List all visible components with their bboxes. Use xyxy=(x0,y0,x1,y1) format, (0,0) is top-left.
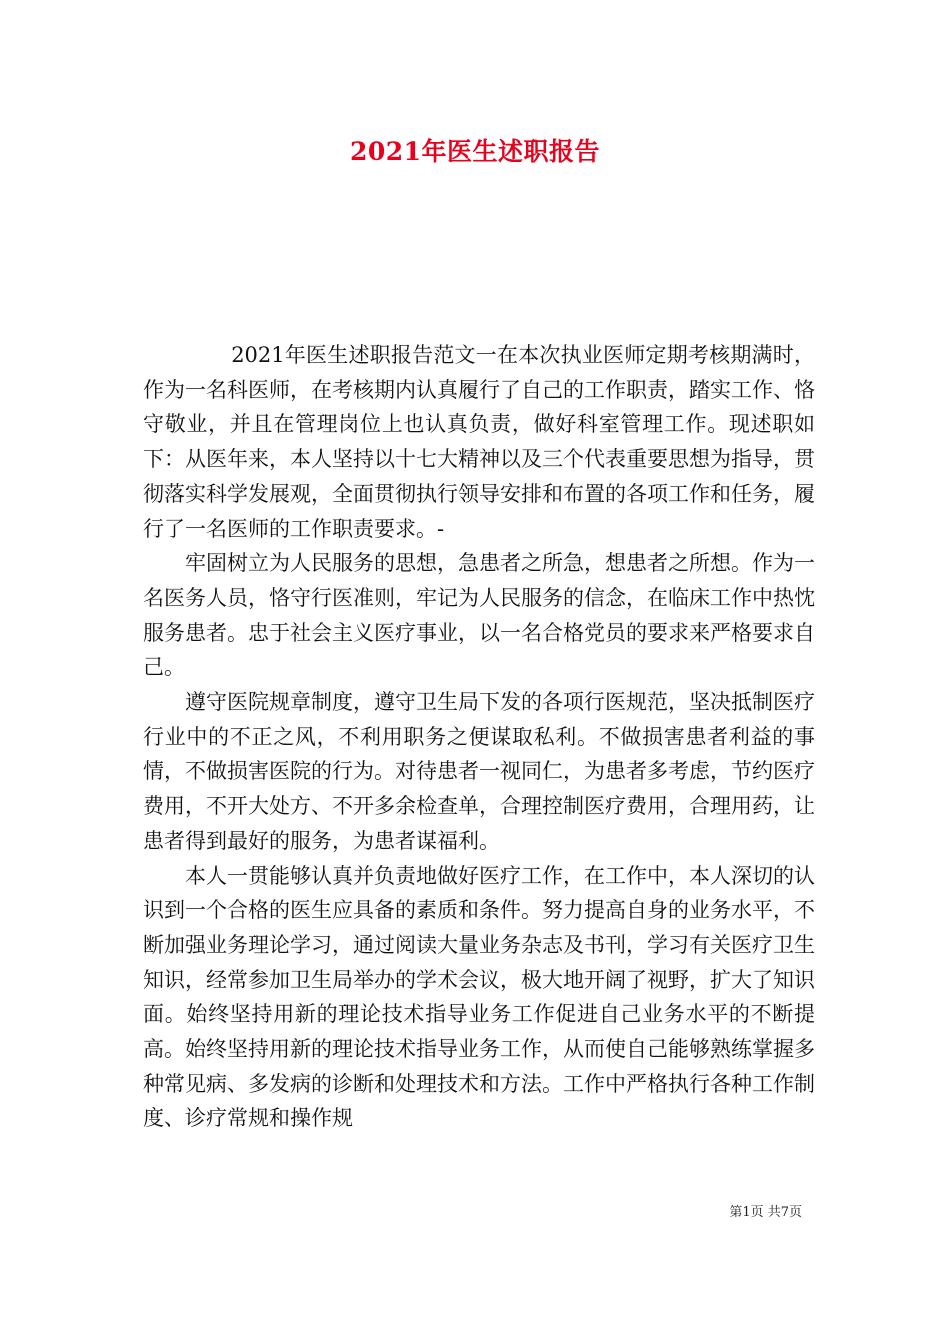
paragraph-3: 遵守医院规章制度，遵守卫生局下发的各项行医规范，坚决抵制医疗行业中的不正之风，不利用职务之便谋取私利。不做损害患者利益的事情，不做损害医院的行为。对待患者一视同仁，为患者多考虑，节约医疗费用，不开大处方、不开多余检查单，合理控制医疗费用，合理用药，让患者得到最好的服务，为患者谋福利。 xyxy=(143,690,815,853)
document-body xyxy=(143,338,815,1136)
page-number: 第1页 共7页 xyxy=(729,1205,802,1220)
paragraph-4: 本人一贯能够认真并负责地做好医疗工作，在工作中，本人深切的认识到一个合格的医生应具备的素质和条件。努力提高自身的业务水平，不断加强业务理论学习，通过阅读大量业务杂志及书刊，学习有关医疗卫生知识，经常参加卫生局举办的学术会议，极大地开阔了视野，扩大了知识面。始终坚持用新的理论技术指导业务工作促进自己业务水平的不断提高。始终坚持用新的理论技术指导业务工作，从而使自己能够熟练掌握多种常见病、多发病的诊断和处理技术和方法。工作中严格执行各种工作制度、诊疗常规和操作规 xyxy=(143,863,815,1131)
paragraph-1: 2021年医生述职报告范文一在本次执业医师定期考核期满时，作为一名科医师，在考核期内认真履行了自己的工作职责，踏实工作、恪守敬业，并且在管理岗位上也认真负责，做好科室管理工作。现述职如下：从医年来，本人坚持以十七大精神以及三个代表重要思想为指导，贯彻落实科学发展观，全面贯彻执行领导安排和布置的各项工作和任务，履行了一名医师的工作职责要求。- xyxy=(143,343,815,541)
paragraph-2: 牢固树立为人民服务的思想，急患者之所急，想患者之所想。作为一名医务人员，恪守行医准则，牢记为人民服务的信念，在临床工作中热忱服务患者。忠于社会主义医疗事业，以一名合格党员的要求来严格要求自己。 xyxy=(143,551,815,680)
document-title: 2021年医生述职报告 xyxy=(349,137,601,166)
